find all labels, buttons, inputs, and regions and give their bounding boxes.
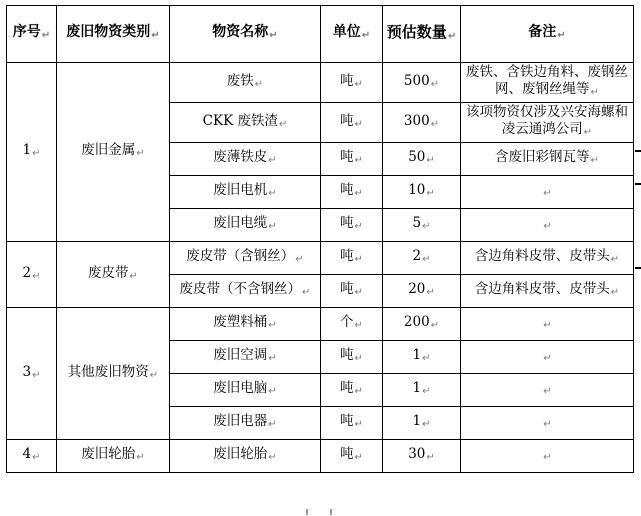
item-name-cell: 废皮带（不含钢丝）↵ — [170, 275, 321, 308]
paragraph-mark-icon — [431, 320, 439, 331]
paragraph-mark-icon — [431, 79, 439, 90]
header-cell: 备注↵ — [461, 6, 634, 63]
paragraph-mark-icon — [130, 271, 138, 282]
paragraph-mark-icon — [426, 188, 434, 199]
table-row — [7, 63, 634, 103]
unit-cell: 吨↵ — [321, 374, 383, 407]
paragraph-mark-icon — [426, 287, 434, 298]
header-row — [7, 6, 634, 63]
paragraph-mark-icon — [422, 419, 430, 430]
table-row — [7, 308, 634, 341]
quantity-cell: 300↵ — [383, 103, 461, 143]
note-cell — [461, 440, 634, 473]
paragraph-mark-icon — [355, 419, 363, 430]
table-end-marker — [635, 183, 641, 185]
quantity-cell: 30↵ — [383, 440, 461, 473]
paragraph-mark-icon — [543, 419, 551, 430]
paragraph-mark-icon — [355, 320, 363, 331]
paragraph-mark-icon — [355, 155, 363, 166]
paragraph-mark-icon — [422, 254, 430, 265]
paragraph-mark-icon — [355, 386, 363, 397]
category-cell: 废旧轮胎↵ — [57, 440, 170, 473]
paragraph-mark-icon — [268, 452, 276, 463]
item-name-cell: 废旧电机↵ — [170, 176, 321, 209]
note-cell: 废铁、含铁边角料、废钢丝网、废钢丝绳等↵ — [461, 63, 634, 103]
paragraph-mark-icon — [355, 353, 363, 364]
paragraph-mark-icon — [543, 320, 551, 331]
quantity-cell: 5↵ — [383, 209, 461, 242]
quantity-cell: 1↵ — [383, 407, 461, 440]
table-end-marker — [635, 267, 641, 269]
paragraph-mark-icon — [543, 353, 551, 364]
paragraph-mark-icon — [426, 452, 434, 463]
category-cell: 其他废旧物资↵ — [57, 308, 170, 440]
paragraph-mark-icon — [422, 353, 430, 364]
note-cell: 该项物资仅涉及兴安海螺和凌云通鸿公司↵ — [461, 103, 634, 143]
note-cell — [461, 176, 634, 209]
note-cell — [461, 374, 634, 407]
item-name-cell: 废塑料桶↵ — [170, 308, 321, 341]
quantity-cell: 1↵ — [383, 374, 461, 407]
note-cell — [461, 341, 634, 374]
item-name-cell: CKK 废铁渣↵ — [170, 103, 321, 143]
table-end-marker — [635, 150, 641, 152]
item-name-cell: 废旧空调↵ — [170, 341, 321, 374]
paragraph-mark-icon — [268, 155, 276, 166]
paragraph-mark-icon — [431, 119, 439, 130]
unit-cell: 吨↵ — [321, 209, 383, 242]
item-name-cell: 废皮带（含钢丝）↵ — [170, 242, 321, 275]
unit-cell: 吨↵ — [321, 440, 383, 473]
header-cell: 废旧物资类别↵ — [57, 6, 170, 63]
paragraph-mark-icon — [268, 320, 276, 331]
paragraph-mark-icon — [591, 155, 599, 166]
quantity-cell: 500↵ — [383, 63, 461, 103]
paragraph-mark-icon — [151, 30, 159, 41]
header-cell: 物资名称↵ — [170, 6, 321, 63]
paragraph-mark-icon — [32, 370, 40, 381]
item-name-cell: 废薄铁皮↵ — [170, 143, 321, 176]
paragraph-mark-icon — [448, 31, 456, 42]
paragraph-mark-icon — [269, 30, 277, 41]
note-cell — [461, 209, 634, 242]
paragraph-mark-icon — [268, 221, 276, 232]
item-name-cell: 废旧电脑↵ — [170, 374, 321, 407]
category-cell: 废皮带↵ — [57, 242, 170, 308]
table-resize-marker — [330, 509, 332, 515]
paragraph-mark-icon — [295, 254, 303, 265]
paragraph-mark-icon — [268, 353, 276, 364]
paragraph-mark-icon — [268, 188, 276, 199]
paragraph-mark-icon — [355, 287, 363, 298]
paragraph-mark-icon — [543, 188, 551, 199]
quantity-cell: 200↵ — [383, 308, 461, 341]
item-name-cell: 废铁↵ — [170, 63, 321, 103]
note-cell — [461, 308, 634, 341]
row-number-cell: 1↵ — [7, 63, 57, 242]
unit-cell: 吨↵ — [321, 103, 383, 143]
paragraph-mark-icon — [611, 287, 619, 298]
table-resize-marker — [306, 509, 308, 515]
paragraph-mark-icon — [355, 119, 363, 130]
paragraph-mark-icon — [136, 452, 144, 463]
paragraph-mark-icon — [422, 221, 430, 232]
table-row — [7, 440, 634, 473]
note-cell: 含废旧彩钢瓦等↵ — [461, 143, 634, 176]
paragraph-mark-icon — [136, 148, 144, 159]
header-cell: 序号↵ — [7, 6, 57, 63]
category-cell: 废旧金属↵ — [57, 63, 170, 242]
unit-cell: 吨↵ — [321, 341, 383, 374]
quantity-cell: 1↵ — [383, 341, 461, 374]
paragraph-mark-icon — [591, 87, 599, 98]
unit-cell: 吨↵ — [321, 242, 383, 275]
paragraph-mark-icon — [32, 271, 40, 282]
paragraph-mark-icon — [611, 254, 619, 265]
row-number-cell: 2↵ — [7, 242, 57, 308]
paragraph-mark-icon — [543, 221, 551, 232]
unit-cell: 吨↵ — [321, 407, 383, 440]
materials-table — [6, 5, 634, 473]
item-name-cell: 废旧电缆↵ — [170, 209, 321, 242]
paragraph-mark-icon — [355, 221, 363, 232]
paragraph-mark-icon — [268, 419, 276, 430]
note-cell: 含边角料皮带、皮带头↵ — [461, 275, 634, 308]
paragraph-mark-icon — [557, 30, 565, 41]
quantity-cell: 10↵ — [383, 176, 461, 209]
paragraph-mark-icon — [355, 188, 363, 199]
paragraph-mark-icon — [584, 127, 592, 138]
paragraph-mark-icon — [543, 452, 551, 463]
paragraph-mark-icon — [32, 452, 40, 463]
row-number-cell: 3↵ — [7, 308, 57, 440]
quantity-cell: 50↵ — [383, 143, 461, 176]
quantity-cell: 20↵ — [383, 275, 461, 308]
paragraph-mark-icon — [42, 30, 50, 41]
paragraph-mark-icon — [268, 386, 276, 397]
paragraph-mark-icon — [355, 79, 363, 90]
unit-cell: 吨↵ — [321, 143, 383, 176]
note-cell — [461, 407, 634, 440]
paragraph-mark-icon — [279, 119, 287, 130]
paragraph-mark-icon — [543, 386, 551, 397]
quantity-cell: 2↵ — [383, 242, 461, 275]
header-cell: 单位↵ — [321, 6, 383, 63]
paragraph-mark-icon — [355, 254, 363, 265]
paragraph-mark-icon — [426, 155, 434, 166]
unit-cell: 个↵ — [321, 308, 383, 341]
unit-cell: 吨↵ — [321, 176, 383, 209]
paragraph-mark-icon — [32, 148, 40, 159]
paragraph-mark-icon — [362, 30, 370, 41]
unit-cell: 吨↵ — [321, 63, 383, 103]
paragraph-mark-icon — [255, 79, 263, 90]
item-name-cell: 废旧电器↵ — [170, 407, 321, 440]
row-number-cell: 4↵ — [7, 440, 57, 473]
header-cell: 预估数量↵ — [383, 6, 461, 63]
paragraph-mark-icon — [150, 370, 158, 381]
paragraph-mark-icon — [355, 452, 363, 463]
paragraph-mark-icon — [302, 287, 310, 298]
unit-cell: 吨↵ — [321, 275, 383, 308]
note-cell: 含边角料皮带、皮带头↵ — [461, 242, 634, 275]
paragraph-mark-icon — [422, 386, 430, 397]
item-name-cell: 废旧轮胎↵ — [170, 440, 321, 473]
table-row — [7, 242, 634, 275]
